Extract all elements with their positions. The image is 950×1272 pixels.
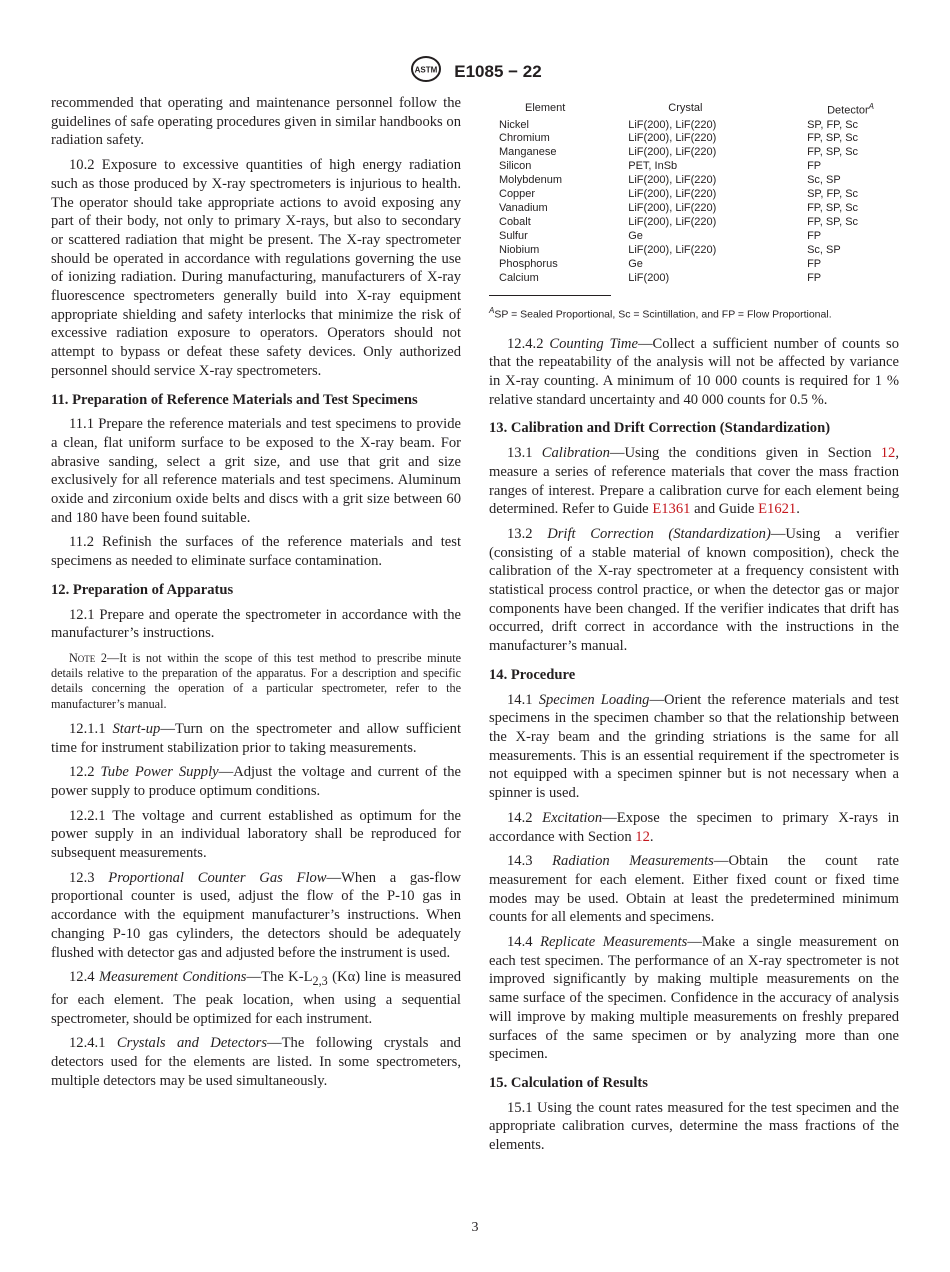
link-e1621[interactable]: E1621 bbox=[758, 501, 797, 518]
table-row bbox=[499, 230, 874, 244]
paragraph-12-4: 12.4 Measurement Conditions—The $K-L_{2,3}$ (Kα) line is measured for each element. The peak location, when using a sequential spectrometer, should be optimized for each instrument. bbox=[51, 969, 461, 1027]
table-body bbox=[499, 119, 874, 286]
paragraph-12-3: 12.3 Proportional Counter Gas Flow—When a gas-flow proportional counter is used, adjust the flow of the P-10 gas in accordance with the equipment manufacturer’s instructions. When changing P-10 gas cylinders, the detectors should be adequately flushed with detector gas and adjusted before the instrument is used. bbox=[51, 869, 462, 961]
detector-cell: FP, SP, Sc bbox=[807, 146, 859, 159]
table-row bbox=[499, 272, 874, 286]
link-section-12[interactable]: 12 bbox=[635, 828, 650, 845]
paragraph-12-4-2: 12.4.2 Counting Time—Collect a sufficient number of counts so that the repeatability of the analysis will not be affected by variance in X-ray counting. A minimum of 10 000 counts is required for 1 % relative standard uncertainty and 40 000 counts for 0.5 %. bbox=[489, 335, 899, 408]
element-cell: Copper bbox=[499, 188, 536, 201]
header-crystal: Crystal bbox=[668, 102, 703, 115]
paragraph-13-1: 13.1 Calibration—Using the conditions given in Section 12, measure a series of reference materials that cover the mass fraction ranges of interest. Prepare a calibration curve for each element being determined. Refer to Guide E1361 and Guide E1621. bbox=[489, 445, 899, 518]
element-cell: Phosphorus bbox=[499, 257, 558, 270]
table-row bbox=[499, 258, 874, 272]
table-row bbox=[499, 216, 874, 230]
section-15-heading: 15. Calculation of Results bbox=[489, 1074, 648, 1091]
paragraph-14-4: 14.4 Replicate Measurements—Make a single measurement on each test specimen. The performance of an X-ray spectrometer is not improved significantly by making multiple measurements on the same surface of the specimen. Confidence in the accuracy of analysis will improve by making multiple measurements on freshly prepared surfaces of the same specimen or by analyzing more than one specimen. bbox=[489, 934, 900, 1063]
detector-cell: FP, SP, Sc bbox=[807, 215, 859, 228]
element-cell: Niobium bbox=[499, 243, 540, 256]
document-designation: E1085 − 22 bbox=[454, 61, 542, 81]
table-row bbox=[499, 202, 874, 216]
element-cell: Cobalt bbox=[499, 215, 531, 228]
detector-cell: FP bbox=[807, 229, 822, 242]
page-number: 3 bbox=[471, 1220, 479, 1235]
detector-cell: Sc, SP bbox=[807, 243, 841, 256]
crystal-cell: LiF(200), LiF(220) bbox=[628, 174, 717, 187]
note-2 bbox=[51, 651, 461, 712]
crystal-cell: LiF(200), LiF(220) bbox=[628, 188, 717, 201]
paragraph-12-2: 12.2 Tube Power Supply—Adjust the voltage and current of the power supply to produce optimum conditions. bbox=[51, 764, 461, 799]
element-cell: Sulfur bbox=[499, 229, 528, 242]
detector-cell: FP bbox=[807, 160, 822, 173]
crystal-cell: Ge bbox=[628, 229, 643, 242]
link-section-12[interactable]: 12 bbox=[880, 445, 896, 462]
crystal-cell: PET, InSb bbox=[628, 160, 678, 173]
section-12-heading: 12. Preparation of Apparatus bbox=[51, 581, 234, 598]
table-row bbox=[499, 146, 874, 160]
crystals-detectors-table bbox=[499, 100, 874, 285]
section-11-heading: 11. Preparation of Reference Materials and Test Specimens bbox=[51, 391, 418, 408]
section-13-heading: 13. Calibration and Drift Correction (Standardization) bbox=[489, 420, 831, 437]
crystal-cell: LiF(200), LiF(220) bbox=[628, 146, 717, 159]
table-row bbox=[499, 174, 874, 188]
detector-cell: FP, SP, Sc bbox=[807, 202, 859, 214]
link-e1361[interactable]: E1361 bbox=[652, 501, 691, 518]
crystal-cell: LiF(200), LiF(220) bbox=[628, 118, 717, 131]
crystal-cell: LiF(200) bbox=[628, 271, 670, 284]
paragraph-14-1: 14.1 Specimen Loading—Orient the reference materials and test specimens in the specimen chamber so that the relationship between the X-ray beam and the grinding striations is the same for all measurements. This is an essential requirement if the spectrometer is not equipped with a specimen spinner but is not necessary when a spinner is used. bbox=[489, 691, 899, 802]
table-row bbox=[499, 160, 874, 174]
paragraph-12-1: 12.1 Prepare and operate the spectrometer in accordance with the manufacturer’s instructions. bbox=[51, 606, 461, 642]
paragraph-14-3: 14.3 Radiation Measurements—Obtain the count rate measurement for each element. Either fixed count or fixed time modes may be used. Obtain at least the predetermined minimum counts for all elements and specimens. bbox=[489, 853, 899, 926]
detector-cell: SP, FP, Sc bbox=[807, 118, 859, 131]
table-header-row bbox=[499, 100, 874, 119]
paragraph-11-1: 11.1 Prepare the reference materials and test specimens to provide a clean, flat uniform surface to be exposed to the X-ray beam. For abrasive sanding, select a grit size, and use that grit and size exclusively for all reference materials and test specimens. Aluminum oxide and zirconium oxide belts and discs with a grit size between 60 and 180 have been found suitable. bbox=[51, 416, 461, 526]
detector-cell: FP bbox=[807, 257, 822, 270]
table-row bbox=[499, 132, 874, 146]
paragraph-12-2-1: 12.2.1 The voltage and current established as optimum for the power supply in an individual laboratory shall be reproduced for subsequent measurements. bbox=[51, 807, 461, 862]
crystal-cell: Ge bbox=[628, 257, 643, 270]
detector-cell: Sc, SP bbox=[807, 174, 841, 187]
right-column bbox=[489, 94, 899, 1161]
paragraph-10-1-continued: recommended that operating and maintenance personnel follow the guidelines of safe operating procedures given in similar handbooks on radiation safety. bbox=[51, 95, 461, 149]
section-14-heading: 14. Procedure bbox=[489, 666, 576, 683]
paragraph-11-2: 11.2 Refinish the surfaces of the reference materials and test specimens as needed to eliminate surface contamination. bbox=[51, 534, 461, 570]
element-cell: Vanadium bbox=[499, 202, 548, 214]
header-detector: Detector$^A$ bbox=[827, 102, 874, 117]
element-cell: Molybdenum bbox=[499, 174, 562, 187]
detector-cell: FP bbox=[807, 271, 822, 284]
note-2-text: —It is not within the scope of this test method to prescribe minute details relative to the preparation of the apparatus. For a description and specific details concerning the operation of a particular spectrometer, refer to the manufacturer’s manual. bbox=[51, 650, 461, 711]
paragraph-15-1: 15.1 Using the count rates measured for the test specimen and the appropriate calibration curves, determine the mass fractions of the elements. bbox=[489, 1099, 899, 1154]
element-cell: Nickel bbox=[499, 118, 529, 131]
table-footnote-rule bbox=[489, 295, 611, 296]
paragraph-13-2: 13.2 Drift Correction (Standardization)—Using a verifier (consisting of a stable material of known composition), check the calibration of the X-ray spectrometer at a frequency consistent with statistical process control practice, or when the detector gas or major components have been changed. If the verifier indicates that drift has occurred, drift correct in accordance with the instructions in the manufacturer’s manual. bbox=[489, 525, 899, 655]
paragraph-10-2: 10.2 Exposure to excessive quantities of high energy radiation such as those produced by X-ray spectrometers is injurious to health. The operator should take appropriate actions to avoid exposing any part of their body, not only to primary X-rays, but also to secondary or scattered radiation that might be present. The X-ray spectrometer should be operated in accordance with regulations governing the use of ionizing radiation. During manufacturing, manufacturers of X-ray fluorescence spectrometers generally build into X-ray equipment appropriate shielding and safety interlocks that minimize the risk of excessive radiation exposure to operators. Operators should not attempt to bypass or defeat these safety devices. Only authorized personnel should service X-ray spectrometers. bbox=[51, 157, 461, 379]
astm-logo bbox=[408, 56, 444, 87]
detector-cell: FP, SP, Sc bbox=[807, 132, 859, 145]
element-cell: Chromium bbox=[499, 132, 550, 145]
element-cell: Manganese bbox=[499, 146, 557, 159]
note-2-label: Note 2 bbox=[69, 650, 108, 665]
crystal-cell: LiF(200), LiF(220) bbox=[628, 243, 717, 256]
table-row bbox=[499, 244, 874, 258]
element-cell: Silicon bbox=[499, 160, 532, 173]
detector-cell: SP, FP, Sc bbox=[807, 188, 859, 201]
table-row bbox=[499, 188, 874, 202]
header-element: Element bbox=[525, 102, 566, 115]
left-column bbox=[51, 94, 461, 1096]
svg-text:ASTM: ASTM bbox=[414, 65, 438, 75]
page-header bbox=[0, 56, 950, 87]
paragraph-14-2: 14.2 Excitation—Expose the specimen to primary X-rays in accordance with Section 12. bbox=[489, 809, 899, 845]
table-row bbox=[499, 119, 874, 133]
crystal-cell: LiF(200), LiF(220) bbox=[628, 132, 717, 145]
crystal-cell: LiF(200), LiF(220) bbox=[628, 215, 717, 228]
crystal-cell: LiF(200), LiF(220) bbox=[628, 202, 717, 214]
paragraph-12-1-1: 12.1.1 Start-up—Turn on the spectrometer and allow sufficient time for instrument stabilization prior to taking measurements. bbox=[51, 720, 461, 756]
element-cell: Calcium bbox=[499, 271, 539, 284]
table-footnote: $^A$SP = Sealed Proportional, Sc = Scintillation, and FP = Flow Proportional. bbox=[489, 306, 832, 321]
paragraph-12-4-1: 12.4.1 Crystals and Detectors—The following crystals and detectors used for the elements are listed. In some spectrometers, multiple detectors may be used simultaneously. bbox=[51, 1035, 461, 1089]
